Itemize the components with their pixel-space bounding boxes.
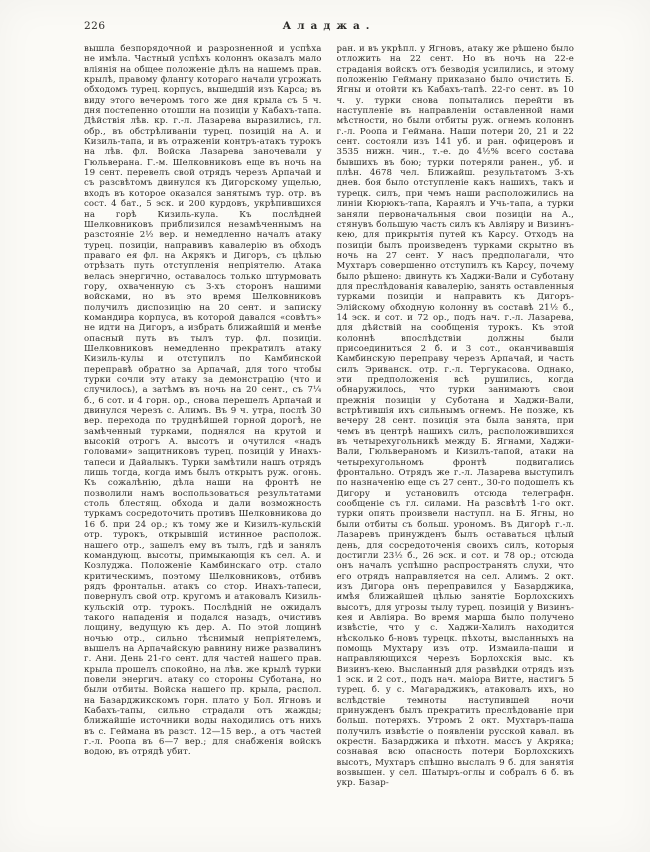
page-number: 226	[84, 20, 106, 32]
article-text	[84, 44, 574, 842]
page-header-row	[84, 20, 574, 36]
text-column-right: ран. и въ укрѣпл. у Ягновъ, атаку же рѣшено было отложить на 22 сент. Но въ ночь на 22-е страданія войскъ отъ безводія усилились, и этому положенію Гейману приказано было очистить Б. Ягны и отойти къ Кабахъ-тапѣ. 22-го сент. въ 10 ч. у. турки снова попытались перейти въ наступленіе въ направленіи оставленной нами мѣстности, но были отбиты руж. огнемъ колоннъ г.-л. Роопа и Геймана. Наши потери 20, 21 и 22 сент. состояли изъ 141 уб. и ран. офицеровъ и 3535 нижн. чин., т.-е. до 4½% всего состава бывшихъ въ бою; турки потеряли ранен., уб. и плѣн. 4678 чел. Ближайш. результатомъ 3-хъ днев. боя было отступленіе какъ нашихъ, такъ и турецк. силъ, при чемъ наши расположились на линіи Кюрюкъ-тапа, Караялъ и Учь-тапа, а турки заняли первоначальныя свои позиціи на А., стянувъ большую часть силъ къ Авліяру и Визинъ-кею, для прикрытія путей къ Карсу. Отходъ на позиціи былъ произведенъ турками скрытно въ ночь на 27 сент. У насъ предполагали, что Мухтаръ совершенно отступилъ къ Карсу, почему было рѣшено: двинуть къ Хаджи-Вали и Суботану для преслѣдованія кавалерію, занять оставленныя турками позиціи и направить къ Дигоръ-Элійскому обходную колонну въ составѣ 21½ б., 14 эск. и сот. и 72 ор., подъ нач. г.-л. Лазарева, для дѣйствій на сообщенія турокъ. Къ этой колоннѣ впослѣдствіи должны были присоединиться 2 б. и 3 сот., оканчивавшія Камбинскую переправу черезъ Арпачай, и часть силъ Эриванск. отр. г.-л. Тергукасова. Однако, эти предположенія всѣ рушились, когда обнаружилось, что турки занимаютъ свои прежнія позиціи у Суботана и Хаджи-Вали, встрѣтившія ихъ сильнымъ огнемъ. Не позже, къ вечеру 28 сент. позиція эта была занята, при чемъ въ центрѣ нашихъ силъ, расположившихся въ четырехугольникѣ между Б. Ягнами, Хаджи-Вали, Гюльвераномъ и Кизилъ-тапой, атаки на четырехугольномъ фронтѣ подвигались фронтально. Отрядъ же г.-л. Лазарева выступилъ по назначенію еще съ 27 сент., 30-го подошелъ къ Дигору и установилъ отсюда телеграфн. сообщеніе съ гл. силами. На разсвѣтѣ 1-го окт. турки опять произвели наступл. на Б. Ягны, но были отбиты съ больш. урономъ. Въ Дигорѣ г.-л. Лазаревъ принужденъ былъ оставаться цѣлый день, для сосредоточенія своихъ силъ, которыя достигли 23½ б., 26 эск. и сот. и 78 ор.; отсюда онъ началъ успѣшно распространять слухи, что его отрядъ направляется на сел. Алимъ. 2 окт. изъ Дигора онъ переправился у Базарджика, имѣя ближайшей цѣлью занятіе Борлохскихъ высотъ, для угрозы тылу турец. позицій у Визинъ-кея и Авліяра. Во время марша было получено извѣстіе, что у с. Хаджи-Халилъ находится нѣсколько б-новъ турецк. пѣхоты, высланныхъ на помощь Мухтару изъ отр. Измаила-паши и направляющихся черезъ Борлохскія выс. къ Визинъ-кею. Высланный для развѣдки отрядъ изъ 1 эск. и 2 сот., подъ нач. маіора Витте, настигъ 5 турец. б. у с. Магараджикъ, атаковалъ ихъ, но вслѣдствіе темноты наступившей ночи принужденъ былъ прекратить преслѣдованіе при больш. потеряхъ. Утромъ 2 окт. Мухтаръ-паша получилъ извѣстіе о появленіи русской кавал. въ окрестн. Базарджика и пѣхотн. массъ у Акряка; сознавая всю опасность потери Борлохскихъ высотъ, Мухтаръ спѣшно выслалъ 9 б. для занятія возвышен. у сел. Шатыръ-оглы и собралъ 6 б. въ укр. Базар-	[336, 44, 574, 789]
text-column-left: вышла безпорядочной и разрозненной и успѣха не имѣла. Частный успѣхъ колоннъ оказалъ мало вліянія на общее положеніе дѣлъ на нашемъ прав. крылѣ, правому флангу котораго начали угрожать обходомъ турец. корпусъ, вышедшій изъ Карса; въ виду этого вечеромъ того же дня крыла съ 5 ч. дня постепенно отошли на позиціи у Кабахъ-тапа. Дѣйствія лѣв. кр. г.-л. Лазарева выразились, гл. обр., въ обстрѣливаніи турец. позицій на А. и Кизиль-тапа, и въ отраженіи контръ-атакъ турокъ на лѣв. фл. Войска Лазарева заночевали у Гюльверана. Г.-м. Шелковниковъ еще въ ночь на 19 сент. перевелъ свой отрядъ черезъ Арпачай и съ разсвѣтомъ двинулся къ Дигорскому ущелью, входъ въ которое оказался занятымъ тур. отр. въ сост. 4 бат., 5 эск. и 200 курдовъ, укрѣпившихся на горѣ Кизиль-кула. Къ послѣдней Шелковниковъ приблизился незамѣченнымъ на разстояніе 2½ вер. и немедленно началъ атаку турец. позиціи, направивъ кавалерію въ обходъ праваго ея фл. на Акрякъ и Дигоръ, съ цѣлью отрѣзать путь отступленія непріятелю. Атака велась энергично, оставалось только штурмовать гору, охваченную съ 3-хъ сторонъ нашими войсками, но въ это время Шелковниковъ получилъ диспозицію на 20 сент. и записку командира корпуса, въ которой давался «совѣтъ» не идти на Дигоръ, а избрать ближайшій и менѣе опасный путь въ тылъ тур. фл. позиціи. Шелковниковъ немедленно прекратилъ атаку Кизиль-кулы и отступилъ по Камбинской переправѣ обратно за Арпачай, для того чтобы турки сочли эту атаку за демонстрацію (что и случилось), а затѣмъ въ ночь на 20 сент., съ 7¼ б., 6 сот. и 4 горн. ор., снова перешелъ Арпачай и двинулся черезъ с. Алимъ. Въ 9 ч. утра, послѣ 30 вер. перехода по труднѣйшей горной дорогѣ, не замѣченный турками, поднялся на крутой и высокій отрогъ А. высотъ и очутился «надъ головами» защитниковъ турец. позицій у Инахъ-тапеси и Дайалыкъ. Турки замѣтили нашъ отрядъ лишь тогда, когда имъ былъ открытъ руж. огонь. Къ сожалѣнію, дѣла наши на фронтѣ не позволили намъ воспользоваться результатами столь блестящ. обхода и дали возможность туркамъ сосредоточить противъ Шелковникова до 16 б. при 24 ор.; къ тому же и Кизилъ-кульскій отр. турокъ, открывшій истинное располож. нашего отр., зашелъ ему въ тылъ, гдѣ и занялъ командующ. высоты, примыкающія къ сел. А. и Козлуджа. Положеніе Камбинскаго отр. стало критическимъ, поэтому Шелковниковъ, отбивъ рядъ фронтальн. атакъ со стор. Инахъ-тапеси, повернулъ свой отр. кругомъ и атаковалъ Кизиль-кульскій отр. турокъ. Послѣдній не ожидалъ такого нападенія и подался назадъ, очистивъ лощину, ведущую къ дер. А. По этой лощинѣ ночью отр., сильно тѣснимый непріятелемъ, вышелъ на Арпачайскую равнину ниже развалинъ г. Ани. День 21-го сент. для частей нашего прав. крыла прошелъ спокойно, на лѣв. же крылѣ турки повели энергич. атаку со стороны Суботана, но были отбиты. Войска нашего пр. крыла, распол. на Базарджикскомъ горн. плато у Бол. Ягновъ и Кабахъ-тапы, сильно страдали отъ жажды; ближайшіе источники воды находились отъ нихъ въ с. Геймана въ разст. 12—15 вер., а отъ частей г.-л. Роопа въ 6—7 вер.; для снабженія войскъ водою, въ отрядѣ убит.	[84, 44, 322, 758]
running-header: Аладжа.	[282, 20, 376, 32]
